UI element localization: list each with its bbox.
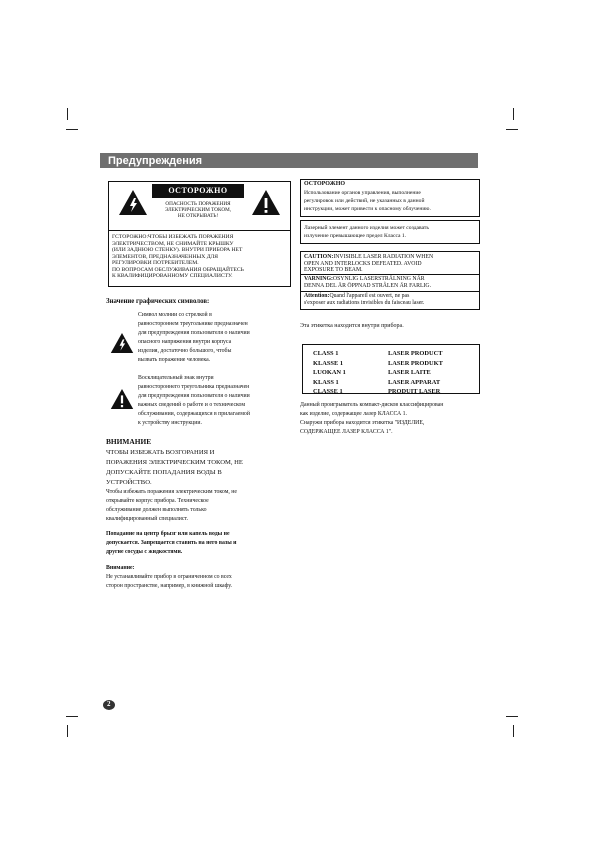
- caution-subtext: [152, 201, 244, 219]
- caution-en-label: CAUTION:: [304, 254, 334, 260]
- caution-subtext-line: ОПАСНОСТЬ ПОРАЖЕНИЯ: [165, 201, 231, 207]
- operation-caution-box: [300, 179, 480, 217]
- text-line: равностороннем треугольнике предназначен: [138, 321, 248, 327]
- warning-body-line: ГСТОРОЖНО:ЧТОБЫ ИЗБЕЖАТЬ ПОРАЖЕНИЯ: [112, 234, 234, 240]
- lightning-symbol-icon: [110, 332, 134, 354]
- text-line: обслуживании, содержащихся в прилагаемой: [138, 411, 250, 417]
- caution-block: [152, 184, 244, 219]
- text-line: OPEN AND INTERLOCKS DEFEATED. AVOID: [304, 260, 422, 267]
- text-line: УСТРОЙСТВО.: [106, 479, 152, 486]
- crop-mark: [66, 129, 78, 130]
- text-line: сторон пространстве, например, в книжной шкафу.: [106, 583, 232, 589]
- text-line: изделия, достаточно большого, чтобы: [138, 348, 232, 354]
- text-line: вызвать поражение человека.: [138, 357, 211, 363]
- text-line: Данный проигрыватель компакт-дисков классифицирован: [300, 402, 444, 408]
- warning-body-line: ПО ВОПРОСАМ ОБСЛУЖИВАНИЯ ОБРАЩАЙТЕСЬ: [112, 266, 244, 273]
- label-note: Эта этикетка находится внутри прибора.: [300, 323, 404, 329]
- text-line: открывайте корпус прибора. Техническое: [106, 498, 209, 504]
- exclamation-description: [138, 374, 288, 428]
- crop-mark: [513, 725, 514, 737]
- attention-bold: [106, 530, 286, 557]
- crop-mark: [66, 716, 78, 717]
- varning-label: VARNING:: [304, 276, 333, 282]
- text-line: EXPOSURE TO BEAM.: [304, 267, 363, 274]
- caution-en-block: [304, 254, 476, 274]
- lightning-description: [138, 311, 288, 365]
- text-line: Снаружи прибора находится этикетка "ИЗДЕЛИЕ,: [300, 420, 425, 426]
- warning-box: [108, 181, 291, 287]
- attention-fr-line: [304, 293, 476, 300]
- page-number-badge: [103, 700, 115, 710]
- text-line: Символ молнии со стрелкой в: [138, 312, 212, 318]
- exclamation-symbol-icon: [110, 388, 134, 410]
- caution-subtext-line: НЕ ОТКРЫВАТЬ!: [177, 213, 219, 219]
- crop-mark: [67, 108, 68, 120]
- text-line: для предупреждения пользователя о наличии: [138, 330, 250, 336]
- text-line: обслуживание должен выполнять только: [106, 507, 207, 513]
- text-line: s'exposer aux radiations invisibles du faisceau laser.: [304, 299, 425, 306]
- text-line: квалифицированный специалист.: [106, 516, 189, 522]
- crop-mark: [67, 725, 68, 737]
- text-line: регулировок или действий, не указанных в данной: [304, 198, 425, 204]
- laser-class-label: [302, 344, 480, 394]
- text-line: равностороннего треугольника предназначен: [138, 384, 250, 390]
- text-line: Лазерный элемент данного изделия может создавать: [304, 225, 429, 231]
- caution-en-text: INVISIBLE LASER RADIATION WHEN: [333, 254, 434, 260]
- caution-en-line: [304, 254, 476, 261]
- product-column: [388, 349, 443, 397]
- text-line: ДОПУСКАЙТЕ ПОПАДАНИЯ ВОДЫ В: [106, 469, 222, 476]
- note-heading: Внимание:: [106, 565, 135, 571]
- text-line: ЧТОБЫ ИЗБЕЖАТЬ ВОЗГОРАНИЯ И: [106, 449, 215, 456]
- symbols-heading: Значение графических символов:: [106, 298, 210, 305]
- multilingual-laser-box: [300, 251, 480, 310]
- text-line: для предупреждения пользователя о наличии: [138, 393, 250, 399]
- product-item: LASER PRODUKT: [388, 359, 443, 367]
- text-line: излучение превышающее предел Класса 1.: [304, 233, 407, 239]
- text-line: Попадание на центр брызг или капель воды не: [106, 531, 230, 537]
- note-text: [106, 573, 286, 591]
- class-item: CLASS 1: [313, 350, 339, 357]
- lightning-warning-icon: [118, 189, 148, 216]
- class-item: LUOKAN 1: [313, 369, 346, 376]
- product-item: LASER LAITE: [388, 369, 431, 376]
- section-title: Предупреждения: [108, 155, 203, 167]
- text-line: инструкции, может привести к опасному облучению.: [304, 206, 431, 212]
- warning-body-line: К КВАЛИФИЦИРОВАННОМУ СПЕЦИАЛИСТУ.: [112, 273, 233, 279]
- warning-divider: [109, 230, 290, 231]
- class-item: KLASSE 1: [313, 359, 344, 367]
- attention-heading: ВНИМАНИЕ: [106, 437, 152, 446]
- text-line: Использование органов управления, выполнение: [304, 190, 421, 196]
- warning-body-line: ЭЛЕКТРИЧЕСТВОМ, НЕ СНИМАЙТЕ КРЫШКУ: [112, 240, 234, 247]
- crop-mark: [506, 716, 518, 717]
- caution-subtext-line: ЭЛЕКТРИЧЕСКИМ ТОКОМ,: [165, 207, 231, 213]
- warning-body: [112, 234, 288, 280]
- varning-line: [304, 276, 476, 283]
- warning-body-line: ЭЛЕМЕНТОВ, ПРЕДНАЗНАЧЕННЫХ ДЛЯ: [112, 253, 219, 260]
- attention-text: [106, 488, 286, 524]
- text-line: опасного напряжения внутри корпуса: [138, 339, 232, 345]
- box-divider: [301, 291, 479, 292]
- class-item: CLASSE 1: [313, 388, 343, 395]
- text-line: Не устанавливайте прибор в ограниченном со всех: [106, 574, 232, 580]
- operation-caution-text: [304, 189, 476, 213]
- warning-body-line: (ИЛИ ЗАДНЮЮ СТЕНКУ). ВНУТРИ ПРИБОРА НЕТ: [112, 247, 243, 253]
- text-line: как изделие, содержащее лазер КЛАССА 1.: [300, 411, 408, 417]
- classification-text: [300, 401, 480, 437]
- text-line: Восклицательный знак внутри: [138, 375, 214, 381]
- page-number: 2: [107, 700, 111, 708]
- attention-fr-label: Attention:: [304, 293, 330, 299]
- attention-fr-block: [304, 293, 476, 306]
- exclamation-warning-icon: [251, 189, 281, 216]
- product-item: LASER APPARAT: [388, 378, 441, 386]
- laser-limit-text: [304, 224, 476, 240]
- product-item: PRODUIT LASER: [388, 388, 441, 395]
- crop-mark: [513, 108, 514, 120]
- text-line: ПОРАЖЕНИЯ ЭЛЕКТРИЧЕСКИМ ТОКОМ, НЕ: [106, 459, 243, 466]
- text-line: допускается. Запрещается ставить на него вазы и: [106, 540, 237, 546]
- product-item: LASER PRODUCT: [388, 350, 443, 357]
- text-line: к устройству инструкции.: [138, 420, 202, 426]
- text-line: другие сосуды с жидкостями.: [106, 549, 183, 555]
- text-line: СОДЕРЖАЩЕЕ ЛАЗЕР КЛАССА 1".: [300, 429, 393, 435]
- attention-caps: [106, 448, 286, 488]
- warning-body-line: РЕГУЛИРОВКИ ПОТРЕБИТЕЛЕМ.: [112, 260, 199, 266]
- varning-text: OSYNLIG LASERSTRÅLNING NÄR: [332, 276, 425, 282]
- box-divider: [301, 274, 479, 275]
- crop-mark: [506, 129, 518, 130]
- text-line: Чтобы избежать поражения электрическим током, не: [106, 489, 237, 495]
- operation-caution-heading: ОСТОРОЖНО: [304, 181, 346, 187]
- attention-fr-text: Quand l'appareil est ouvert, ne pas: [329, 293, 410, 299]
- class-item: KLASS 1: [313, 378, 339, 386]
- text-line: DENNA DEL ÄR ÖPPNAD STRÅLEN ÄR FARLIG.: [304, 282, 432, 289]
- caution-label: ОСТОРОЖНО: [152, 184, 244, 198]
- class-column: [313, 349, 346, 397]
- varning-block: [304, 276, 476, 289]
- text-line: важных сведений о работе и о техническом: [138, 402, 245, 408]
- laser-limit-box: [300, 220, 480, 244]
